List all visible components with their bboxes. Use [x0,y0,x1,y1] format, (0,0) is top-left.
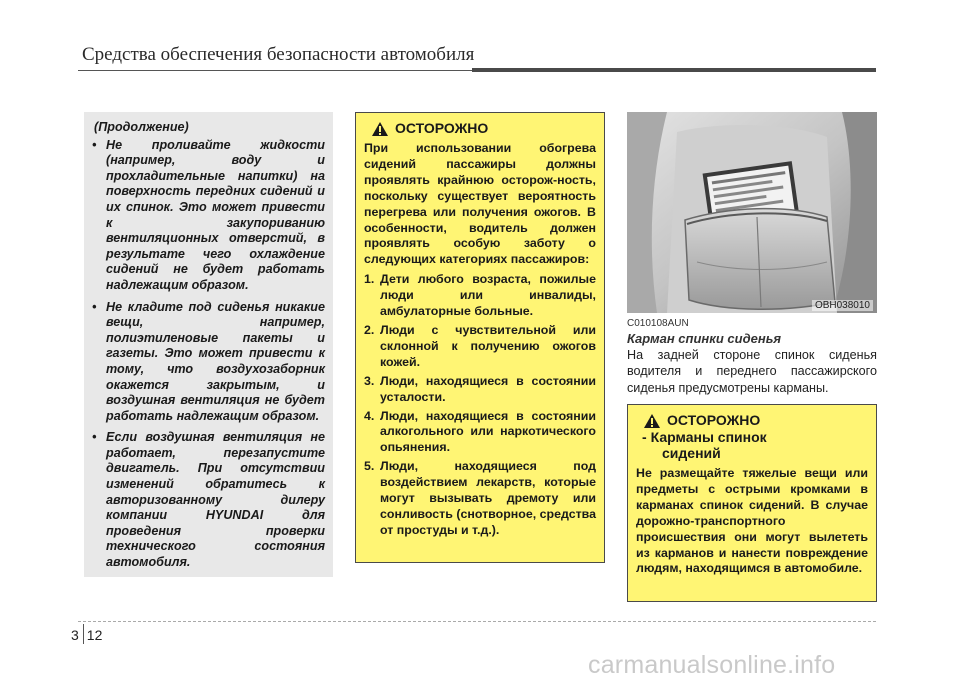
figure-code: OBH038010 [812,300,873,311]
warning-triangle-icon [643,413,661,429]
list-item-text: Люди, находящиеся под воздействием лекарств, которые могут вызывать дремоту или сонливость (снотворное, средства от простуды и т.д.). [380,459,596,537]
warning-title-group [667,413,760,429]
list-number: 4. [364,408,375,423]
list-item [364,374,596,406]
continued-label: (Продолжение) [94,120,189,134]
list-item-text: Дети любого возраста, пожилые люди или инвалиды, амбулаторные больные. [380,272,596,319]
list-item-text: Люди, находящиеся в состоянии алкогольного или наркотического опьянения. [380,408,596,455]
list-item [364,272,596,320]
caution-list [92,138,325,571]
list-item-text: Люди с чувствительной или склонной к получению ожогов кожей. [380,322,596,369]
warning-triangle-icon [371,121,389,137]
section-body: На задней стороне спинок сиденья водителя и переднего пассажирского сиденья предусмотрены карманы. [627,348,877,395]
chapter-number: 3 [71,627,79,643]
warning-subtitle-line: сидений [662,445,721,461]
list-number: 5. [364,459,375,474]
seat-heating-warning-box [355,112,605,563]
dash-glyph: - [642,429,647,445]
seatback-pocket-illustration [627,112,877,313]
warning-header [364,121,596,137]
list-number: 3. [364,373,375,388]
list-item-text: Люди, находящиеся в состоянии усталости. [380,373,596,404]
warning-intro: При использовании обогрева сидений пассажиры должны проявлять крайнюю осторож-ность, поскольку существует вероятность перегрева или получения ожогов. В особенности, водитель должен проявлять особую заботу о следующих категориях пассажиров: [364,141,596,267]
list-number: 1. [364,272,375,287]
list-item-text: Если воздушная вентиляция не работает, перезапустите двигатель. При отсутствии изменений обратитесь к авторизованному дилеру компании HYUNDAI для проведения проверки технического состояния автомобиля. [106,430,325,570]
warning-title: ОСТОРОЖНО [667,412,761,428]
bullet-icon: • [92,430,97,445]
list-item [92,300,325,425]
list-item [92,138,325,294]
warning-body: Не размещайте тяжелые вещи или предметы с острыми кромками в карманах спинок сидений. В случае дорожно-транспортного происшествия они могут вылететь из карманов и нанести повреждение людям, находящимся в автомобиле. [636,466,868,576]
page-number [71,627,102,643]
warning-header [636,413,868,429]
continued-caution-box [84,112,333,577]
list-item [364,409,596,457]
page-number-value: 12 [86,627,103,643]
warning-subtitle-line: Карманы спинок [650,429,767,445]
footer-divider [78,621,876,622]
warning-subtitle [642,429,868,445]
watermark-text: carmanualsonline.info [588,651,836,679]
list-number: 2. [364,322,375,337]
page-header-title: Средства обеспечения безопасности автомобиля [82,44,475,65]
header-divider-accent [472,68,876,72]
bullet-icon: • [92,299,97,314]
list-item [92,430,325,570]
seatback-pocket-photo [627,112,877,313]
list-item [364,323,596,371]
list-item-text: Не проливайте жидкости (например, воду и прохладительные напитки) на поверхность передних сидений и их спинок. Это может привести к закупориванию вентиляционных отверстий, в результате чего охлаждение сидений не будет работать надлежащим образом. [106,137,325,292]
warning-title: ОСТОРОЖНО [395,120,489,137]
list-item [364,459,596,539]
seatback-pocket-warning-box [627,404,877,602]
warning-list [364,272,596,539]
section-code: C010108AUN [627,318,689,329]
section-heading: Карман спинки сиденья [627,331,782,346]
list-item-text: Не кладите под сиденья никакие вещи, например, полиэтиленовые пакеты и газеты. Это может привести к тому, что воздухозаборник окажется закрытым, и воздушная вентиляция не будет работать надлежащим образом. [106,299,325,423]
bullet-icon: • [92,137,97,152]
page-number-separator [83,624,84,644]
